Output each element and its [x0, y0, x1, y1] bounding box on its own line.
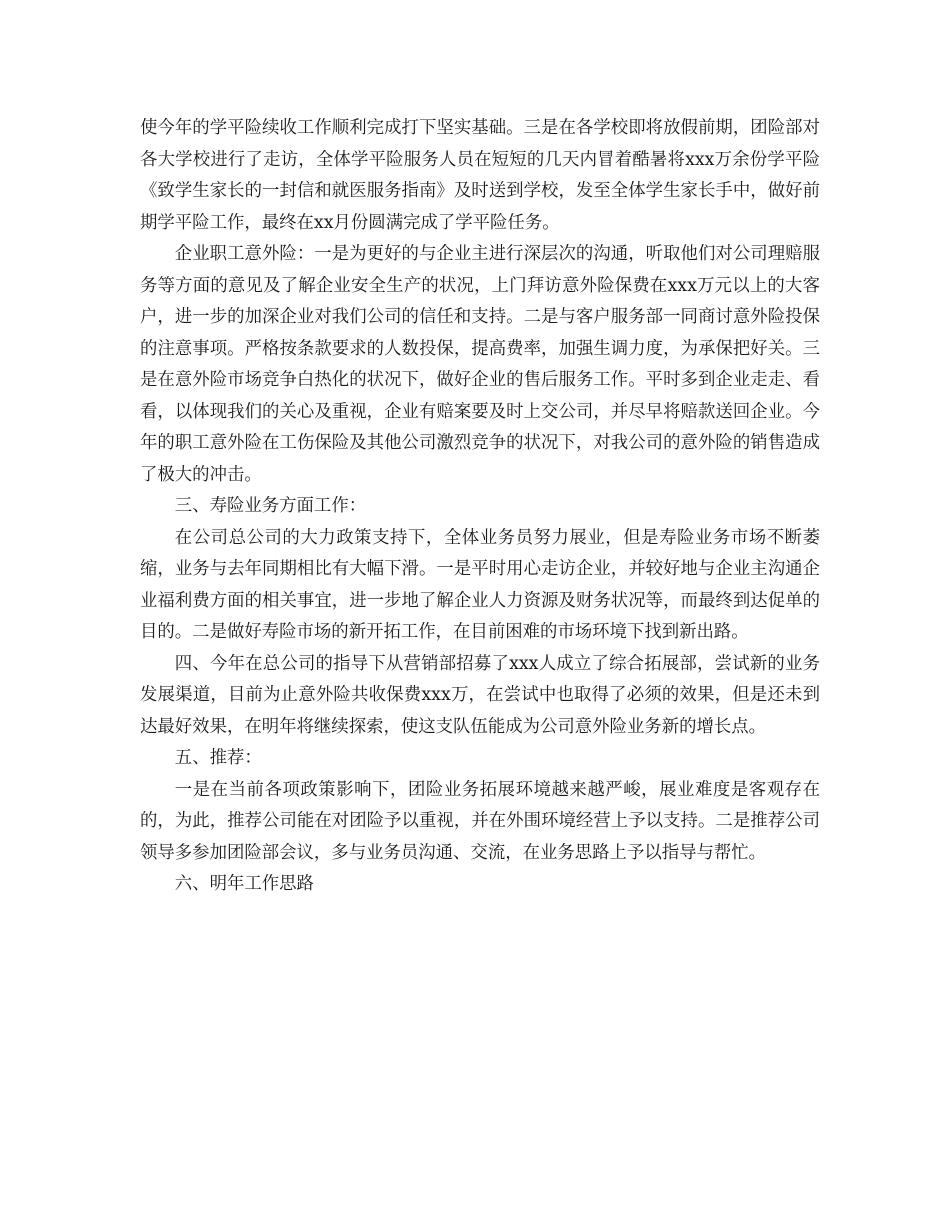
section-heading-8: 六、明年工作思路	[174, 874, 314, 894]
paragraph-1: 使今年的学平险续收工作顺利完成打下坚实基础。三是在各学校即将放假前期，团险部对各大学校进行了走访，全体学平险服务人员在短短的几天内冒着酷暑将xxx万余份学平险《致学生家长的一封信和就医服务指南》及时送到学校，发至全体学生家长手中，做好前期学平险工作，最终在xx月份圆满完成了学平险任务。	[140, 118, 820, 233]
paragraph-7: 一是在当前各项政策影响下，团险业务拓展环境越来越严峻，展业难度是客观存在的，为此，推荐公司能在对团险予以重视，并在外围环境经营上予以支持。二是推荐公司领导多参加团险部会议，多与业务员沟通、交流，在业务思路上予以指导与帮忙。	[140, 779, 820, 863]
section-heading-3: 三、寿险业务方面工作：	[174, 496, 367, 516]
section-heading-6: 五、推荐：	[174, 748, 262, 768]
paragraph-5: 四、今年在总公司的指导下从营销部招募了xxx人成立了综合拓展部，尝试新的业务发展渠道，目前为止意外险共收保费xxx万，在尝试中也取得了必须的效果，但是还未到达最好效果，在明年将继续探索，使这支队伍能成为公司意外险业务新的增长点。	[140, 653, 820, 737]
paragraph-2: 企业职工意外险：一是为更好的与企业主进行深层次的沟通，听取他们对公司理赔服务等方面的意见及了解企业安全生产的状况，上门拜访意外险保费在xxx万元以上的大客户，进一步的加深企业对我们公司的信任和支持。二是与客户服务部一同商讨意外险投保的注意事项。严格按条款要求的人数投保，提高费率，加强生调力度，为承保把好关。三是在意外险市场竞争白热化的状况下，做好企业的售后服务工作。平时多到企业走走、看看，以体现我们的关心及重视，企业有赔案要及时上交公司，并尽早将赔款送回企业。今年的职工意外险在工伤保险及其他公司激烈竞争的状况下，对我公司的意外险的销售造成了极大的冲击。	[140, 244, 820, 485]
document-body	[140, 113, 820, 901]
paragraph-4: 在公司总公司的大力政策支持下，全体业务员努力展业，但是寿险业务市场不断萎缩，业务与去年同期相比有大幅下滑。一是平时用心走访企业，并较好地与企业主沟通企业福利费方面的相关事宜，进一步地了解企业人力资源及财务状况等，而最终到达促单的目的。二是做好寿险市场的新开拓工作，在目前困难的市场环境下找到新出路。	[140, 527, 820, 642]
